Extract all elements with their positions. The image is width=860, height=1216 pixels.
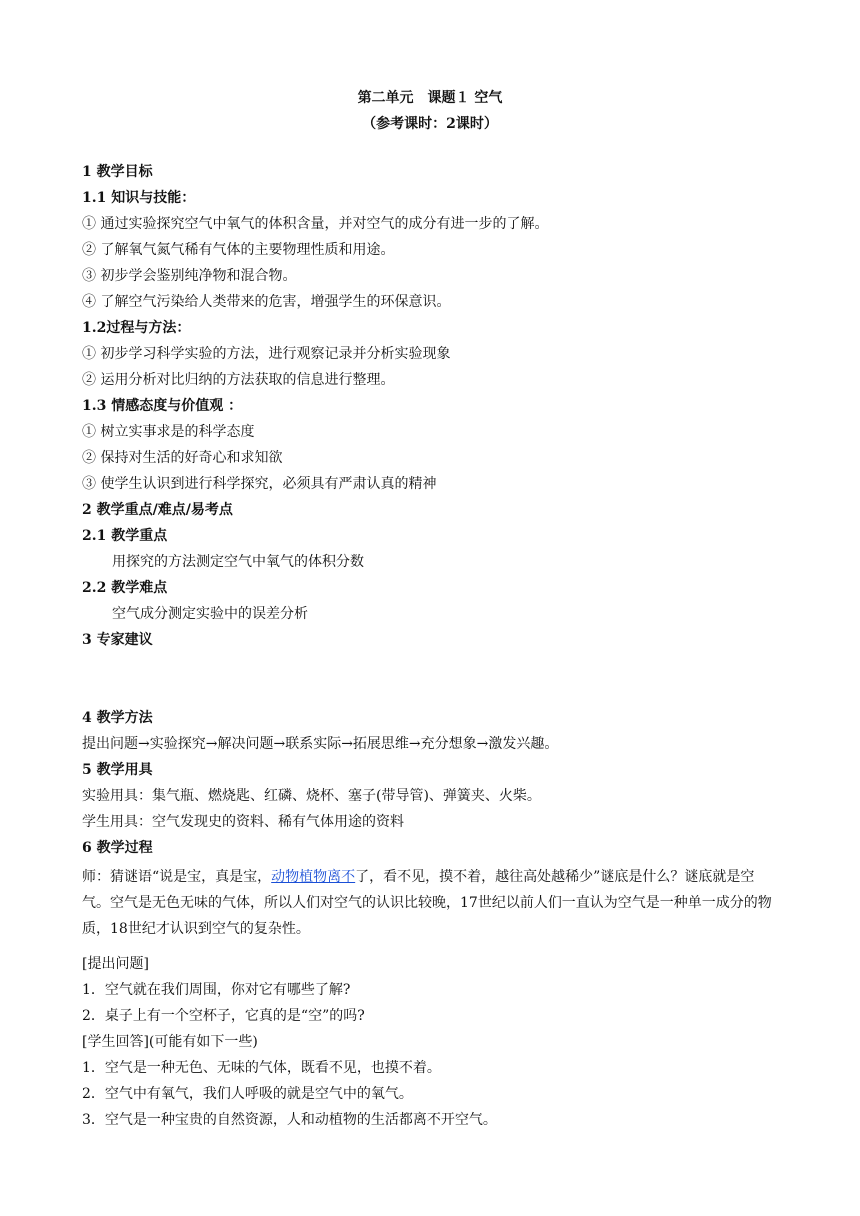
body-text: [提出问题] (82, 956, 149, 972)
list-item: ③ 使学生认识到进行科学探究，必须具有严肃认真的精神 (82, 476, 437, 492)
paragraph-text: 师：猜谜语“说是宝，真是宝， (82, 869, 272, 885)
body-text: 空气成分测定实验中的误差分析 (112, 606, 308, 622)
subsection-heading: 1.1 知识与技能： (82, 190, 196, 206)
list-item: ④ 了解空气污染给人类带来的危害，增强学生的环保意识。 (82, 294, 451, 310)
list-item: 3．空气是一种宝贵的自然资源，人和动植物的生活都离不开空气。 (82, 1112, 497, 1128)
list-item: ③ 初步学会鉴别纯净物和混合物。 (82, 268, 297, 284)
subsection-heading: 1.3 情感态度与价值观 ： (82, 398, 243, 414)
inline-link[interactable]: 动物植物离不 (271, 869, 356, 885)
list-item: 2．空气中有氧气，我们人呼吸的就是空气中的氧气。 (82, 1086, 413, 1102)
body-text: 学生用具：空气发现史的资料、稀有气体用途的资料 (82, 814, 404, 830)
list-item: 2．桌子上有一个空杯子，它真的是“空”的吗? (82, 1008, 365, 1024)
list-item: ② 了解氧气氮气稀有气体的主要物理性质和用途。 (82, 242, 395, 258)
body-text: [学生回答](可能有如下一些) (82, 1034, 258, 1050)
list-item: 1．空气是一种无色、无味的气体，既看不见，也摸不着。 (82, 1060, 441, 1076)
subsection-heading: 2.2 教学难点 (82, 580, 168, 596)
list-item: ① 初步学习科学实验的方法，进行观察记录并分析实验现象 (82, 346, 451, 362)
list-item: ① 树立实事求是的科学态度 (82, 424, 255, 440)
section-heading: 1 教学目标 (82, 164, 153, 180)
body-paragraph (82, 864, 782, 942)
paragraph-text: 了，看不见，摸不着，越往高处越稀少”谜底是什么？谜底就是空气。空气是无色无味的气体，所以人们对空气的认识比较晚，17世纪以前人们一直认为空气是一种单一成分的物质，18世纪才认识到空气的复杂性。 (82, 869, 772, 937)
section-heading: 5 教学用具 (82, 762, 153, 778)
doc-title: 第二单元 课题１ 空气 (357, 90, 503, 106)
section-heading: 2 教学重点/难点/易考点 (82, 502, 233, 518)
body-text: 实验用具：集气瓶、燃烧匙、红磷、烧杯、塞子(带导管)、弹簧夹、火柴。 (82, 788, 541, 804)
section-heading: 6 教学过程 (82, 840, 153, 856)
doc-subtitle: （参考课时：2课时） (362, 116, 498, 132)
subsection-heading: 1.2过程与方法： (82, 320, 191, 336)
body-text: 用探究的方法测定空气中氧气的体积分数 (112, 554, 364, 570)
list-item: 1．空气就在我们周围，你对它有哪些了解? (82, 982, 351, 998)
subsection-heading: 2.1 教学重点 (82, 528, 168, 544)
body-text: 提出问题→实验探究→解决问题→联系实际→拓展思维→充分想象→激发兴趣。 (82, 736, 559, 752)
list-item: ② 运用分析对比归纳的方法获取的信息进行整理。 (82, 372, 395, 388)
section-heading: 3 专家建议 (82, 632, 153, 648)
list-item: ① 通过实验探究空气中氧气的体积含量，并对空气的成分有进一步的了解。 (82, 216, 549, 232)
section-heading: 4 教学方法 (82, 710, 153, 726)
list-item: ② 保持对生活的好奇心和求知欲 (82, 450, 283, 466)
